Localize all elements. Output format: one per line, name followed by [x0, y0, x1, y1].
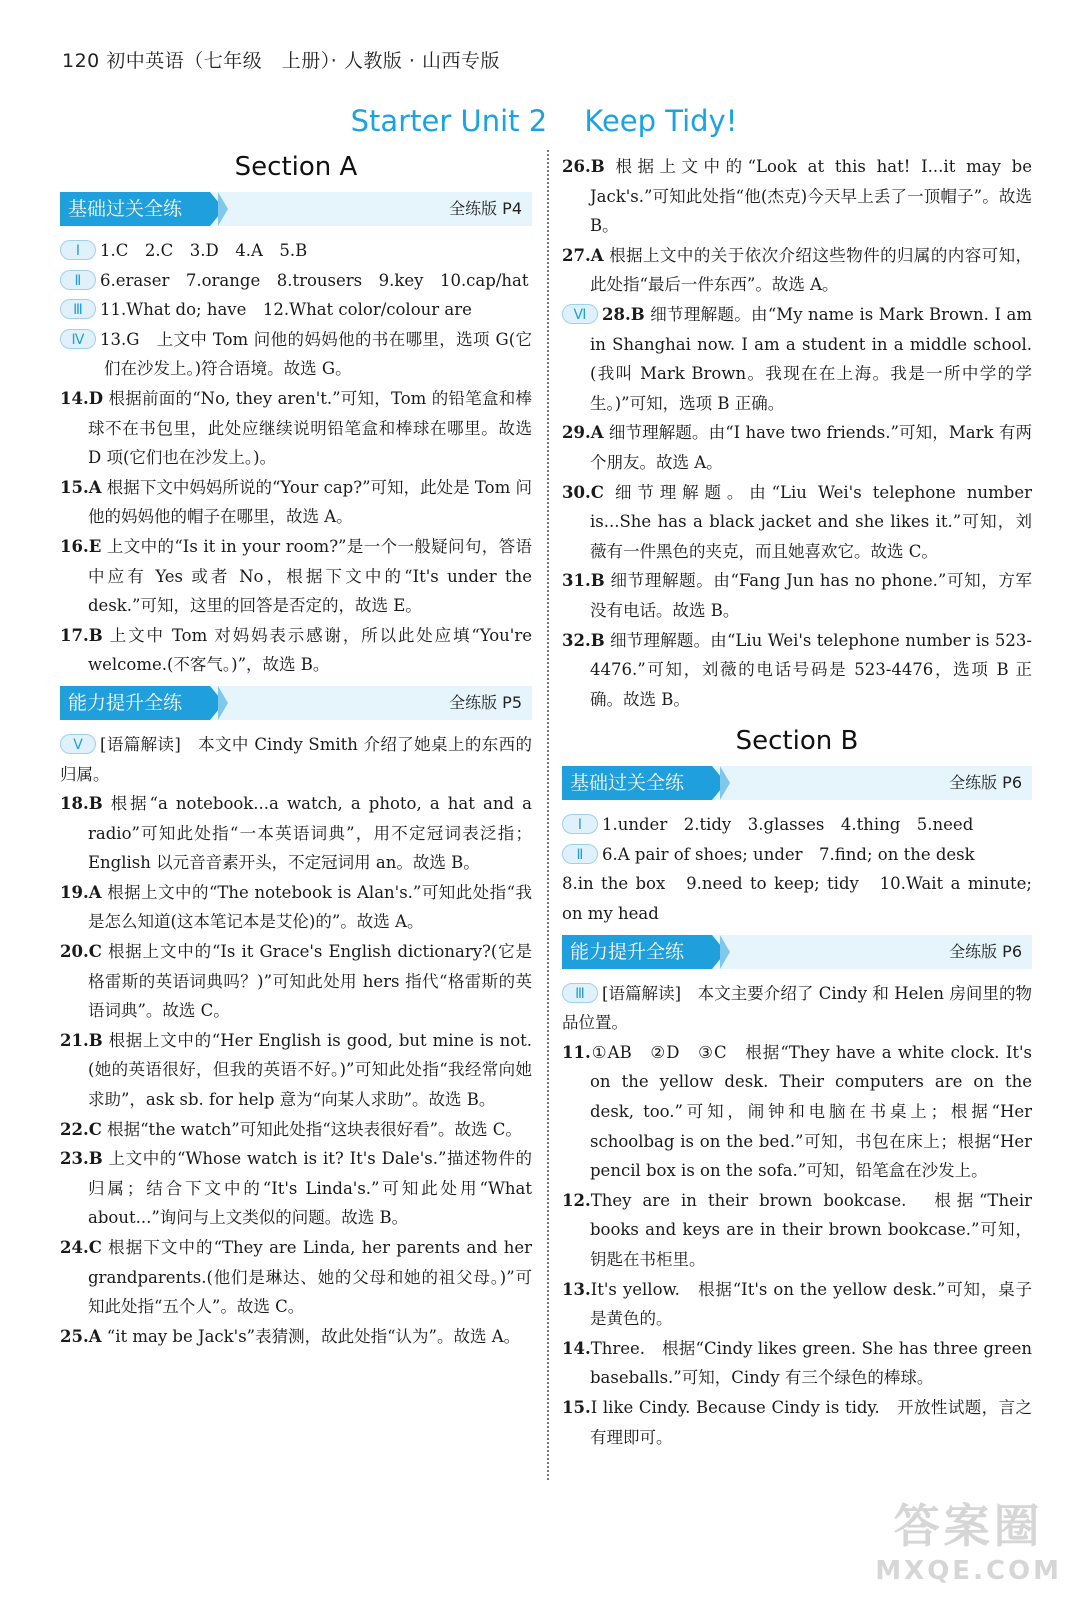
answer-line — [562, 840, 1032, 870]
answer-item — [60, 1233, 532, 1322]
item-number: 17.B — [60, 625, 103, 645]
item-number: 25.A — [60, 1326, 102, 1346]
answer-item — [562, 418, 1032, 477]
answer-line — [60, 236, 532, 266]
item-text: 细节理解题。由“Liu Wei's telephone number is...She has a black jacket and she likes it.”可知，刘薇有一件黑色的夹克，而且她喜欢它。故选 C。 — [590, 482, 1032, 561]
passage-intro — [562, 979, 1032, 1038]
column-divider — [547, 150, 549, 1480]
answer-item — [562, 1275, 1032, 1334]
banner-arrow-icon — [720, 766, 730, 800]
answer-text: 1.under 2.tidy 3.glasses 4.thing 5.need — [602, 815, 974, 835]
roman-badge: Ⅰ — [60, 240, 96, 260]
item-number: 20.C — [60, 942, 102, 962]
answer-item — [562, 626, 1032, 715]
unit-name: Keep Tidy! — [584, 104, 738, 138]
section-a-banner-basic — [60, 192, 532, 226]
answer-item — [562, 1393, 1032, 1452]
roman-badge: Ⅱ — [562, 844, 598, 864]
answer-text: 11.What do; have 12.What color/colour are — [100, 300, 472, 320]
answer-item — [60, 878, 532, 937]
roman-badge: Ⅲ — [60, 299, 96, 319]
section-a-title: Section A — [234, 152, 358, 182]
answer-line — [562, 810, 1032, 840]
item-number: 16.E — [60, 536, 102, 556]
intro-text: [语篇解读] 本文主要介绍了 Cindy 和 Helen 房间里的物品位置。 — [562, 983, 1032, 1033]
answer-item — [562, 566, 1032, 625]
answer-item — [60, 789, 532, 878]
item-text: 细节理解题。由“My name is Mark Brown. I am in Shanghai now. I am a student in a middle school.(我叫 Mark Brown。我现在在上海。我是一所中学的学生。)”可知，选项 B 正确。 — [590, 304, 1032, 413]
item-number: 22.C — [60, 1119, 102, 1139]
banner-arrow-icon — [218, 686, 228, 720]
banner-ref: 全练版 P5 — [449, 692, 522, 712]
item-text: It's yellow. 根据“It's on the yellow desk.”可知，桌子是黄色的。 — [590, 1279, 1032, 1329]
watermark-line2: MXQE.COM — [875, 1556, 1062, 1586]
banner-tag: 能力提升全练 — [60, 686, 210, 720]
item-text: They are in their brown bookcase. 根据“Their books and keys are in their brown bookcase.”可知，钥匙在书柜里。 — [590, 1190, 1032, 1269]
roman-badge: Ⅱ — [60, 270, 96, 290]
right-column — [562, 152, 1032, 1452]
item-text: 根据上文中的“Is it Grace's English dictionary?(它是格雷斯的英语词典吗？)”可知此处用 hers 指代“格雷斯的英语词典”。故选 C。 — [88, 942, 533, 1021]
banner-tag: 能力提升全练 — [562, 935, 712, 969]
page-header: 120 初中英语（七年级 上册）· 人教版 · 山西专版 — [62, 50, 501, 72]
item-text: 上文中的“Is it in your room?”是一个一般疑问句，答语中应有 Yes 或者 No，根据下文中的“It's under the desk.”可知，这里的回答是否定的，故选 E。 — [88, 536, 532, 616]
item-text: ①AB ②D ③C 根据“They have a white clock. It's on the yellow desk. Their computers are on the desk, too.”可知，闹钟和电脑在书桌上；根据“Her schoolbag is on the bed.”可知，书包在床上；根据“Her pencil box is on the sofa.”可知，铅笔盒在沙发上。 — [590, 1042, 1032, 1181]
item-text: 根据下文中的“They are Linda, her parents and her grandparents.(他们是琳达、她的父母和她的祖父母。)”可知此处指“五个人”。故选 C。 — [88, 1238, 533, 1317]
item-number: 23.B — [60, 1149, 103, 1169]
roman-badge: Ⅳ — [60, 329, 96, 349]
item-number: 11. — [562, 1042, 591, 1062]
watermark — [875, 1490, 1062, 1586]
item-number: 21.B — [60, 1030, 103, 1050]
item-number: 15. — [562, 1397, 591, 1417]
answer-text: 1.C 2.C 3.D 4.A 5.B — [100, 241, 308, 260]
item-number: 28.B — [602, 304, 645, 324]
banner-tag: 基础过关全练 — [562, 766, 712, 800]
answer-item — [60, 1115, 532, 1145]
answer-text: 13.G 上文中 Tom 问他的妈妈他的书在哪里，选项 G(它们在沙发上。)符合语境。故选 G。 — [100, 329, 532, 379]
item-number: 31.B — [562, 571, 605, 591]
section-b-banner-advanced — [562, 935, 1032, 969]
item-number: 26.B — [562, 157, 605, 176]
banner-arrow-icon — [720, 935, 730, 969]
answer-item — [60, 621, 532, 680]
answer-item — [562, 152, 1032, 241]
item-text: 根据前面的“No, they aren't.”可知，Tom 的铅笔盒和棒球不在书包里，此处应继续说明铅笔盒和棒球在哪里。故选 D 项(它们也在沙发上。)。 — [88, 388, 532, 468]
roman-badge: Ⅴ — [60, 734, 96, 754]
item-text: “it may be Jack's”表猜测，故此处指“认为”。故选 A。 — [106, 1326, 521, 1346]
item-number: 29.A — [562, 423, 604, 443]
banner-ref: 全练版 P6 — [949, 941, 1022, 961]
answer-line — [60, 325, 532, 384]
answer-item — [60, 1026, 532, 1115]
item-number: 32.B — [562, 630, 605, 650]
answer-item — [60, 937, 532, 1026]
item-number: 15.A — [60, 477, 102, 497]
answer-text: 6.A pair of shoes; under 7.find; on the desk — [602, 844, 975, 864]
answer-item — [562, 1334, 1032, 1393]
item-text: 根据上文中的“Her English is good, but mine is not.(她的英语很好，但我的英语不好。)”可知此处指“我经常向她求助”，ask sb. for help 意为“向某人求助”。故选 B。 — [88, 1030, 533, 1110]
item-text: 上文中的“Whose watch is it? It's Dale's.”描述物件的归属；结合下文中的“It's Linda's.”可知此处用“What about...”询问与上文类似的问题。故选 B。 — [88, 1149, 533, 1228]
intro-text: [语篇解读] 本文中 Cindy Smith 介绍了她桌上的东西的归属。 — [60, 734, 532, 784]
section-a-banner-advanced — [60, 686, 532, 720]
left-column — [60, 150, 532, 1351]
item-text: I like Cindy. Because Cindy is tidy. 开放性试题，言之有理即可。 — [590, 1397, 1032, 1447]
banner-ref: 全练版 P4 — [449, 199, 522, 218]
watermark-line1: 答案圈 — [893, 1499, 1044, 1553]
answer-item — [562, 1038, 1032, 1186]
answer-item — [562, 478, 1032, 567]
item-number: 18.B — [60, 794, 103, 814]
item-number: 13. — [562, 1279, 591, 1299]
item-text: 根据“a notebook...a watch, a photo, a hat and a radio”可知此处指“一本英语词典”，用不定冠词表泛指；English 以元音音素开头，不定冠词用 an。故选 B。 — [88, 794, 532, 873]
item-text: 细节理解题。由“Liu Wei's telephone number is 523-4476.”可知，刘薇的电话号码是 523-4476，选项 B 正确。故选 B。 — [590, 630, 1033, 709]
item-text: 根据上文中的关于依次介绍这些物件的归属的内容可知，此处指“最后一件东西”。故选 A。 — [590, 245, 1033, 295]
roman-badge: Ⅲ — [562, 983, 598, 1003]
banner-tag: 基础过关全练 — [60, 192, 210, 226]
item-text: Three. 根据“Cindy likes green. She has three green baseballs.”可知，Cindy 有三个绿色的棒球。 — [590, 1338, 1032, 1388]
answer-item — [562, 300, 1032, 418]
item-number: 30.C — [562, 482, 604, 502]
unit-title — [0, 104, 1088, 138]
answer-item — [60, 473, 532, 532]
section-b-banner-basic — [562, 766, 1032, 800]
answer-item — [562, 1186, 1032, 1275]
answer-text: 6.eraser 7.orange 8.trousers 9.key 10.cap/hat — [100, 270, 529, 290]
roman-badge: Ⅰ — [562, 814, 598, 834]
item-number: 27.A — [562, 245, 604, 265]
answer-line — [60, 266, 532, 296]
item-number: 24.C — [60, 1238, 102, 1257]
item-text: 根据下文中妈妈所说的“Your cap?”可知，此处是 Tom 问他的妈妈他的帽子在哪里，故选 A。 — [88, 477, 532, 527]
roman-badge: Ⅵ — [562, 304, 598, 324]
banner-ref: 全练版 P6 — [949, 773, 1022, 793]
item-text: 细节理解题。由“Fang Jun has no phone.”可知，方军没有电话。故选 B。 — [590, 571, 1033, 620]
passage-intro — [60, 730, 532, 789]
answer-line: 8.in the box 9.need to keep; tidy 10.Wait a minute; on my head — [562, 874, 1032, 924]
unit-number: Starter Unit 2 — [350, 104, 548, 138]
answer-item — [60, 1322, 532, 1352]
answer-item — [60, 532, 532, 621]
answer-line — [60, 295, 532, 325]
item-text: 根据上文中的“Look at this hat! I...it may be Jack's.”可知此处指“他(杰克)今天早上丢了一顶帽子”。故选 B。 — [590, 157, 1032, 236]
item-number: 19.A — [60, 882, 102, 902]
answer-item — [60, 1144, 532, 1233]
answer-item — [60, 384, 532, 473]
item-text: 根据上文中的“The notebook is Alan's.”可知此处指“我是怎么知道(这本笔记本是艾伦)的”。故选 A。 — [88, 882, 532, 932]
item-number: 14.D — [60, 388, 104, 408]
section-b-title: Section B — [735, 726, 859, 757]
item-text: 上文中 Tom 对妈妈表示感谢，所以此处应填“You're welcome.(不客气。)”，故选 B。 — [88, 625, 533, 675]
item-number: 14. — [562, 1338, 591, 1358]
item-text: 细节理解题。由“I have two friends.”可知，Mark 有两个朋友。故选 A。 — [590, 423, 1032, 472]
banner-arrow-icon — [218, 192, 228, 226]
item-text: 根据“the watch”可知此处指“这块表很好看”。故选 C。 — [107, 1119, 522, 1139]
item-number: 12. — [562, 1190, 591, 1210]
answer-item — [562, 241, 1032, 300]
